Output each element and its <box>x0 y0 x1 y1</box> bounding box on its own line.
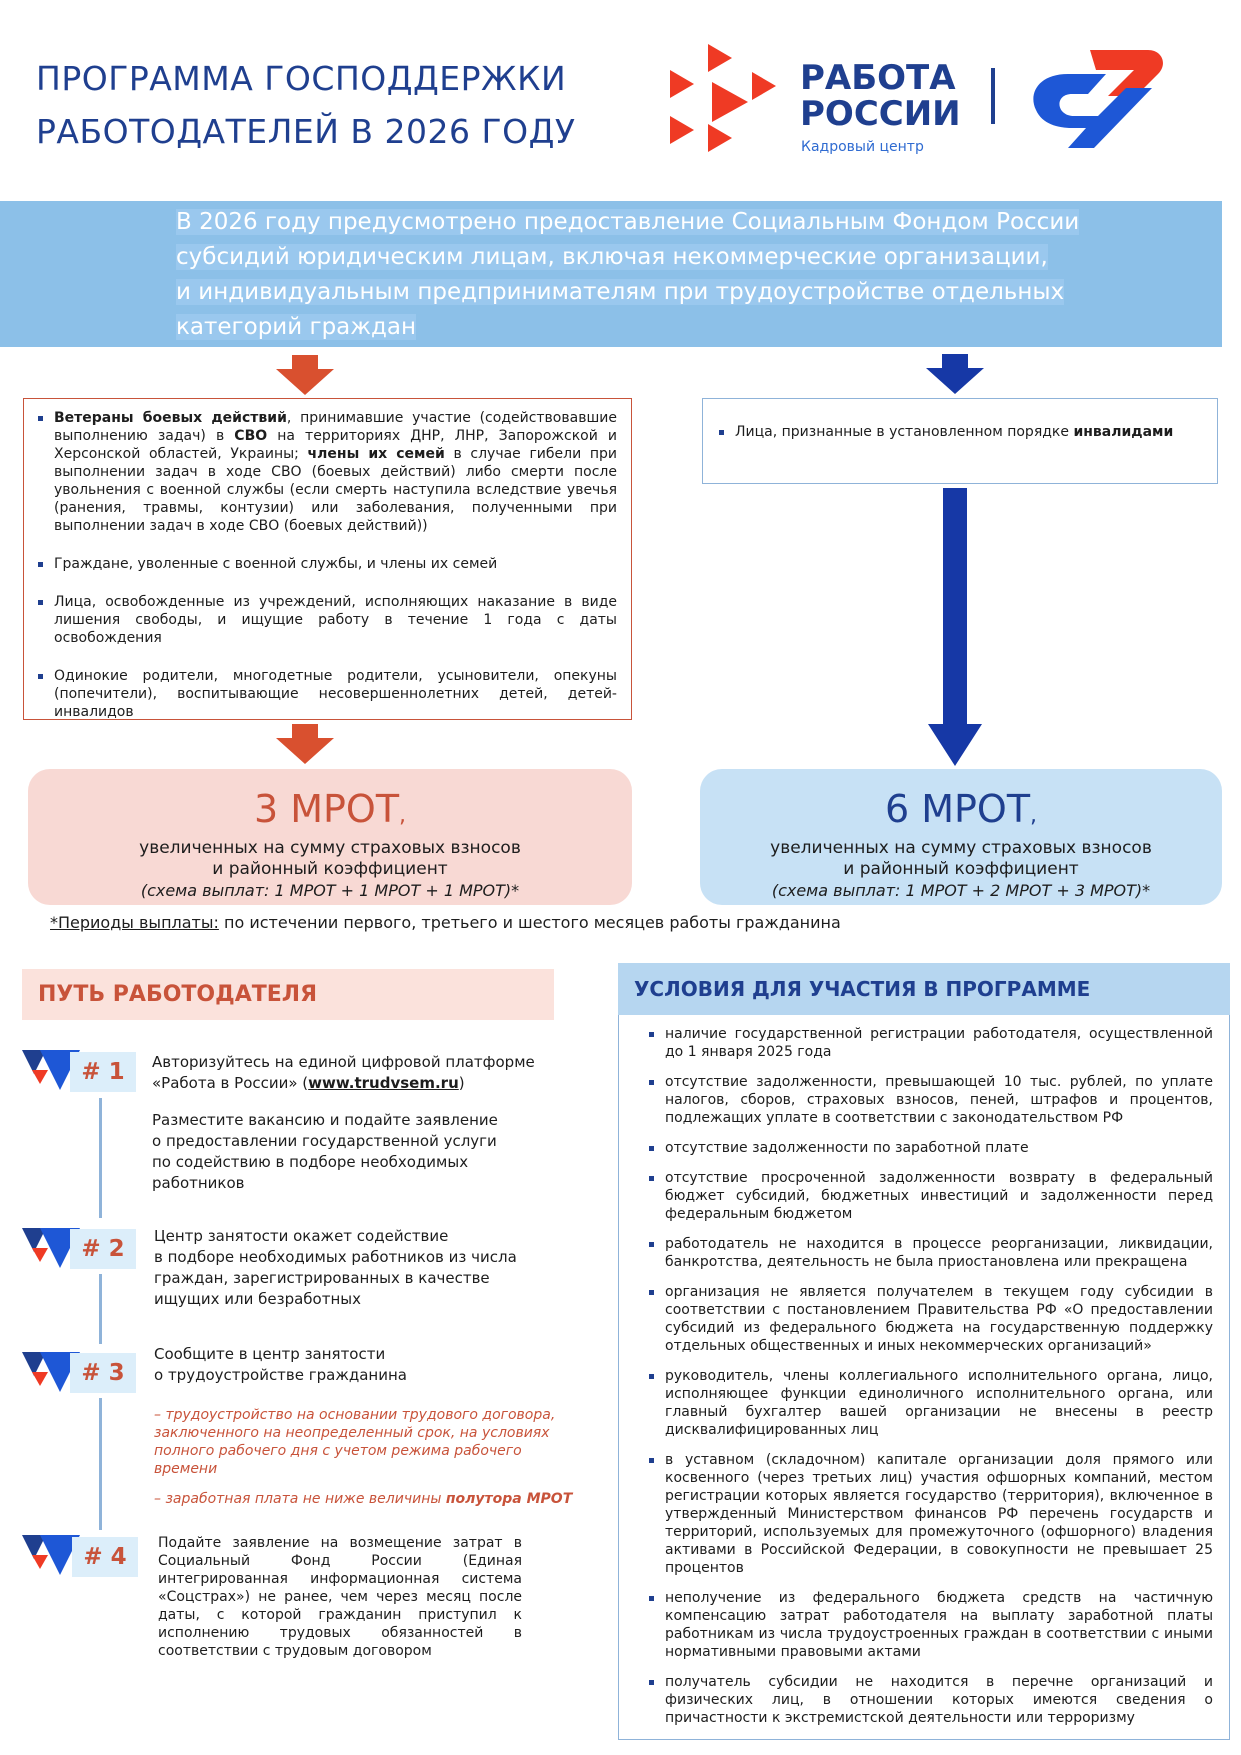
list-item: Лица, признанные в установленном порядке инвалидами <box>735 423 1203 441</box>
sfr-logo-icon <box>1028 44 1168 156</box>
payment-periods-note: *Периоды выплаты: по истечении первого, третьего и шестого месяцев работы гражданина <box>50 913 841 932</box>
left-categories-box <box>23 398 632 720</box>
rabota-rossii-logo-icon <box>668 40 788 154</box>
conditions-heading: УСЛОВИЯ ДЛЯ УЧАСТИЯ В ПРОГРАММЕ <box>618 963 1230 1015</box>
list-item: получатель субсидии не находится в перечне организаций и физических лиц, в отношении которых имеются сведения о причастности к экстремистской деятельности или терроризму <box>665 1674 1213 1726</box>
list-item: работодатель не находится в процессе реорганизации, ликвидации, банкротства, деятельность не была приостановлена или прекращена <box>665 1236 1213 1270</box>
arrow-down-blue-icon <box>926 354 984 394</box>
trudvsem-link[interactable]: www.trudvsem.ru <box>308 1074 459 1092</box>
step-connector <box>99 1274 102 1344</box>
conditions-box <box>618 1015 1230 1740</box>
page-title: ПРОГРАММА ГОСПОДДЕРЖКИ РАБОТОДАТЕЛЕЙ В 2026 ГОДУ <box>36 59 576 151</box>
step-4-number: # 4 <box>72 1537 138 1577</box>
arrow-down-red-icon <box>276 355 334 395</box>
list-item: руководитель, члены коллегиального исполнительного органа, лицо, исполняющее функции единоличного исполнительного органа, или главный бухгалтер вашей организации не внесены в реестр дисквалифицированных лиц <box>665 1368 1213 1438</box>
arrow-down-red-icon <box>276 724 334 764</box>
employer-path-heading: ПУТЬ РАБОТОДАТЕЛЯ <box>22 969 554 1020</box>
logo-divider <box>991 68 995 124</box>
intro-text: В 2026 году предусмотрено предоставление Социальным Фондом России субсидий юридическим лицам, включая некоммерческие организации, и индивидуальным предпринимателям при трудоустройстве отдельных категорий граждан <box>176 209 1080 340</box>
list-item: отсутствие задолженности, превышающей 10 тыс. рублей, по уплате налогов, сборов, страховых взносов, пеней, штрафов и процентов, подлежащих уплате в соответствии с законодательством РФ <box>665 1074 1213 1126</box>
payment-3-mrot: 3 МРОТ, увеличенных на сумму страховых взносов и районный коэффициент (схема выплат: 1 МРОТ + 1 МРОТ + 1 МРОТ)* <box>28 769 632 905</box>
step-connector <box>99 1098 102 1218</box>
logo-kadrovy-centr-text: Кадровый центр <box>801 139 924 155</box>
list-item: Граждане, уволенные с военной службы, и члены их семей <box>54 555 617 573</box>
step-1-number: # 1 <box>70 1052 136 1092</box>
step-3-requirements: – трудоустройство на основании трудового договора, заключенного на неопределенный срок, на условиях полного рабочего дня с учетом режима рабочего времени – заработная плата не ниже величины полутора МРОТ <box>154 1407 573 1507</box>
right-categories-box <box>702 398 1218 484</box>
arrow-long-blue-icon <box>928 488 982 766</box>
step-2-number: # 2 <box>70 1229 136 1269</box>
list-item: отсутствие просроченной задолженности возврату в федеральный бюджет субсидий, бюджетных инвестиций и задолженности перед федеральным бюджетом <box>665 1170 1213 1222</box>
list-item: отсутствие задолженности по заработной плате <box>665 1139 1213 1157</box>
list-item: наличие государственной регистрации работодателя, осуществленной до 1 января 2025 года <box>665 1026 1213 1060</box>
list-item: Одинокие родители, многодетные родители, усыновители, опекуны (попечители), воспитывающие несовершеннолетних детей, детей-инвалидов <box>54 668 617 720</box>
list-item: организация не является получателем в текущем году субсидии в соответствии с постановлением Правительства РФ «О предоставлении субсидий из федерального бюджета на государственную поддержку отдельных общественных и иных некоммерческих организаций» <box>665 1284 1213 1354</box>
list-item: неполучение из федерального бюджета средств на частичную компенсацию затрат работодателя на выплату заработной платы работникам из числа трудоустроенных граждан в соответствии с иными нормативными правовыми актами <box>665 1590 1213 1660</box>
list-item: Лица, освобожденные из учреждений, исполняющих наказание в виде лишения свободы, и ищущие работу в течение 1 года с даты освобождения <box>54 594 617 646</box>
step-3-text: Сообщите в центр занятости о трудоустройстве гражданина <box>154 1345 407 1384</box>
list-item: в уставном (складочном) капитале организации доля прямого или косвенного (через третьих лиц) участия офшорных компаний, местом регистрации которых является государство (территория), включенное в утвержденный Министерством финансов РФ перечень государств и территорий, используемых для промежуточного (офшорного) владения активами в Российской Федерации, в совокупности не превышает 25 процентов <box>665 1452 1213 1576</box>
step-1-text: Авторизуйтесь на единой цифровой платформе «Работа в России» (www.trudvsem.ru) Разместите вакансию и подайте заявление о предоставлении государственной услуги по содействию в подборе необходимых работников <box>152 1053 535 1192</box>
step-3-number: # 3 <box>70 1353 136 1393</box>
list-item: Ветераны боевых действий, принимавшие участие (содействовавшие выполнению задач) в СВО на территориях ДНР, ЛНР, Запорожской и Херсонской областей, Украины; члены их семей в случае гибели при выполнении задач в ходе СВО (боевых действий) либо смерти после увольнения с военной службы (если смерть наступила вследствие увечья (ранения, травмы, контузии) или заболевания, полученными при выполнении задач в ходе СВО (боевых действий)) <box>54 410 617 534</box>
step-2-text: Центр занятости окажет содействие в подборе необходимых работников из числа граждан, зарегистрированных в качестве ищущих или безработных <box>154 1227 517 1308</box>
logo-rabota-rossii-text: РАБОТА РОССИИ <box>800 58 961 134</box>
step-connector <box>99 1398 102 1530</box>
payment-6-mrot: 6 МРОТ, увеличенных на сумму страховых взносов и районный коэффициент (схема выплат: 1 МРОТ + 2 МРОТ + 3 МРОТ)* <box>700 769 1222 905</box>
step-4-text: Подайте заявление на возмещение затрат в Социальный Фонд России (Единая интегрированная информационная система «Соцстрах») не ранее, чем через месяц после даты, с которой гражданин приступил к исполнению трудовых обязанностей в соответствии с трудовым договором <box>158 1535 522 1659</box>
